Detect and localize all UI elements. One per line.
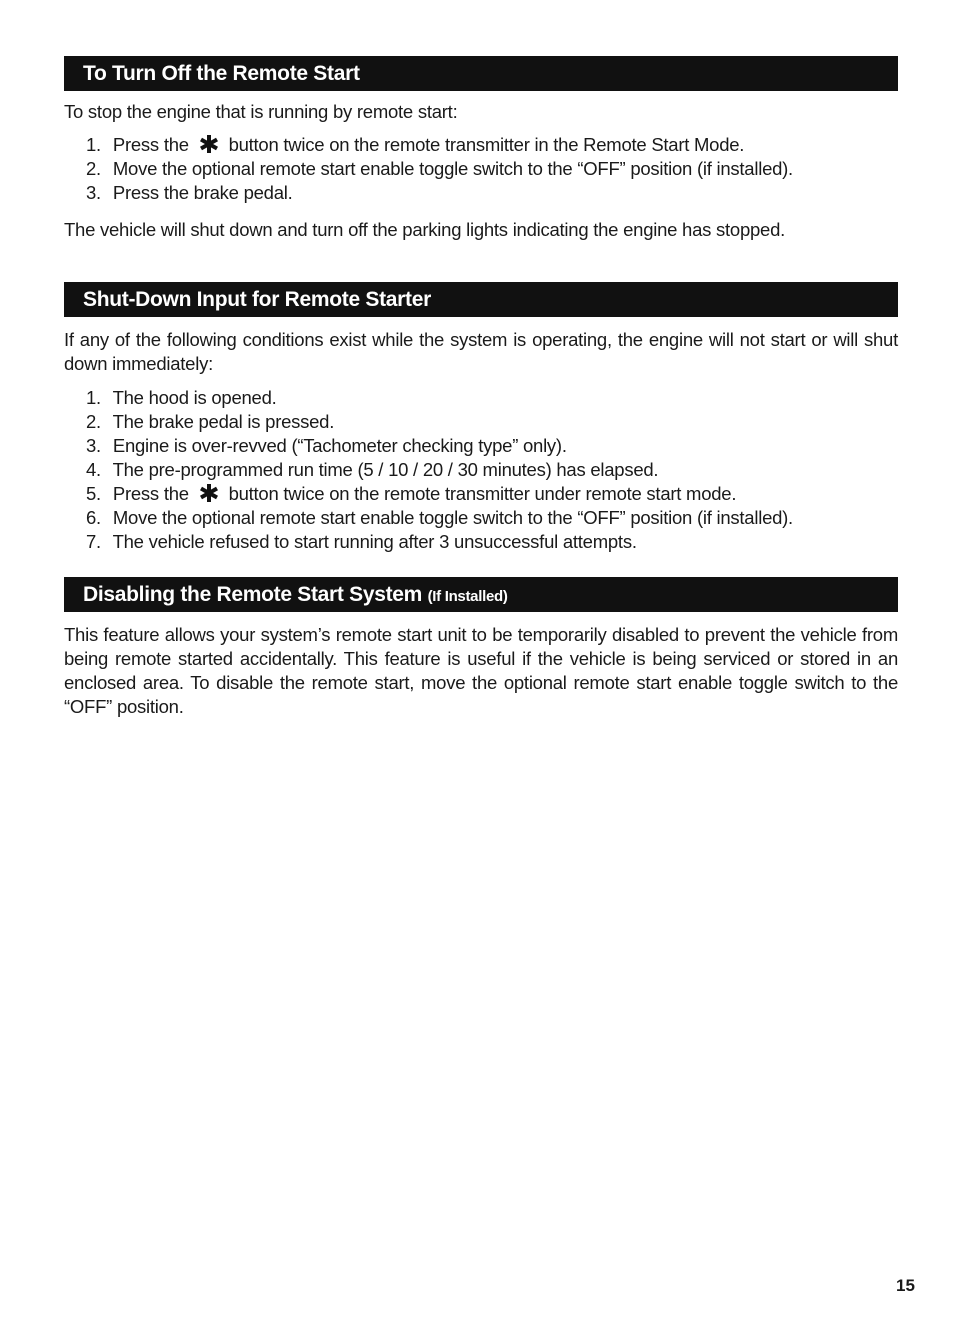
list-item: 2. The brake pedal is pressed. [86,411,335,432]
star-icon [198,134,220,154]
page-number: 15 [896,1276,915,1295]
list-item: 5. Press the button twice on the remote transmitter under remote start mode. [86,483,737,504]
section-title-note: (If Installed) [427,588,508,605]
section-header-turn-off [64,56,898,91]
section-title: Disabling the Remote Start System [83,583,423,606]
list-item: 7. The vehicle refused to start running after 3 unsuccessful attempts. [86,531,637,552]
shut-down-conditions [86,386,793,554]
section-header-shut-down [64,282,898,317]
outro-text: The vehicle will shut down and turn off the parking lights indicating the engine has stopped. [64,219,785,240]
section-title: To Turn Off the Remote Start [83,62,360,85]
intro-text: To stop the engine that is running by remote start: [64,101,458,122]
list-item: 3. Engine is over-revved (“Tachometer checking type” only). [86,435,567,456]
body-text: This feature allows your system’s remote start unit to be temporarily disabled to prevent the vehicle from being remote started accidentally. This feature is useful if the vehicle is being serviced or stored in an enclosed area. To disable the remote start, move the optional remote start enable toggle switch to the “OFF” position. [64,624,898,717]
intro-text: If any of the following conditions exist while the system is operating, the engine will not start or will shut down immediately: [64,329,898,374]
list-item: 1. The hood is opened. [86,387,277,408]
star-icon [198,483,220,503]
section-title: Shut-Down Input for Remote Starter [83,288,431,311]
list-item: 6. Move the optional remote start enable toggle switch to the “OFF” position (if installed). [86,507,793,528]
list-item: 2. Move the optional remote start enable toggle switch to the “OFF” position (if installed). [86,158,793,179]
list-item: 4. The pre-programmed run time (5 / 10 / 20 / 30 minutes) has elapsed. [86,459,659,480]
section-header-disabling [64,577,898,612]
turn-off-steps [86,133,793,205]
list-item: 3. Press the brake pedal. [86,182,293,203]
list-item: 1. Press the button twice on the remote transmitter in the Remote Start Mode. [86,134,745,155]
